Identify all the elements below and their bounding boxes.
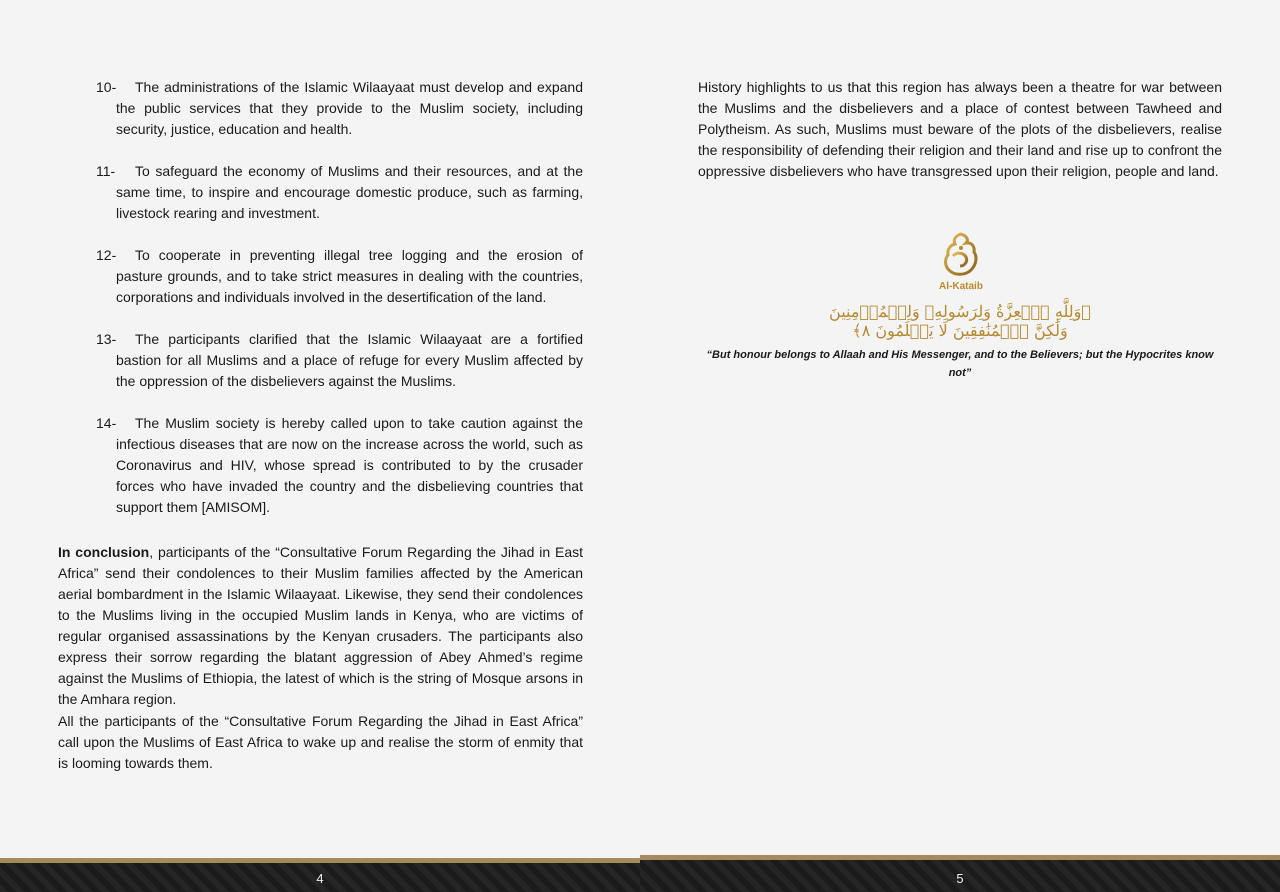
conclusion-text: , participants of the “Consultative Forum Regarding the Jihad in East Africa” send their condolences to their Muslim families affected by the American aerial bombardment in the Islamic Wilaayaat. Likewise, they send their condolences to the Muslims living in the occupied Muslim lands in Kenya, who are victims of regular organised assassinations by the Kenyan crusaders. The participants also express their sorrow regarding the blatant aggression of Abey Ahmed’s regime against the Muslims of Ethiopia, the latest of which is the string of Mosque arsons in the Amhara region. <box>58 544 583 707</box>
final-paragraph: All the participants of the “Consultative Forum Regarding the Jihad in East Africa” call upon the Muslims of East Africa to wake up and realise the storm of enmity that is looming towards them. <box>58 713 583 771</box>
item-text: To cooperate in preventing illegal tree logging and the erosion of pasture grounds, and to take strict measures in dealing with the countries, corporations and individuals involved in the desertification of the land. <box>116 247 583 305</box>
al-kataib-calligraphy-logo-icon <box>941 232 981 278</box>
item-text: To safeguard the economy of Muslims and their resources, and at the same time, to inspire and encourage domestic produce, such as farming, livestock rearing and investment. <box>116 163 583 221</box>
item-number: 12- <box>96 247 117 263</box>
item-text: The participants clarified that the Islamic Wilaayaat are a fortified bastion for all Muslims and a place of refuge for every Muslim affected by the oppression of the disbelievers against the Muslims. <box>116 331 583 389</box>
page-number: 5 <box>956 871 964 886</box>
list-item <box>96 77 583 140</box>
item-number: 14- <box>96 415 117 431</box>
conclusion-lead: In conclusion <box>58 544 150 560</box>
item-number: 10- <box>96 79 117 95</box>
conclusion-paragraph <box>58 542 583 710</box>
arabic-verse: ﴿وَلِلَّهِ ٱلۡعِزَّةُ وَلِرَسُولِهِۦ وَلِلۡمُؤۡمِنِينَ وَلَٰكِنَّ ٱلۡمُنَٰفِقِينَ لَا يَعۡلَمُونَ ٨﴾ <box>829 302 1091 340</box>
list-item <box>96 413 583 518</box>
al-kataib-logo <box>930 232 992 294</box>
resolutions-list <box>96 77 583 539</box>
list-item <box>96 161 583 224</box>
item-number: 13- <box>96 331 117 347</box>
list-item <box>96 245 583 308</box>
page-footer <box>640 855 1280 892</box>
item-text: The Muslim society is hereby called upon to take caution against the infectious diseases that are now on the increase across the world, such as Coronavirus and HIV, whose spread is contributed to by the crusader forces who have invaded the country and the disbelieving countries that support them [AMISOM]. <box>116 415 583 515</box>
list-item <box>96 329 583 392</box>
verse-translation: “But honour belongs to Allaah and His Messenger, and to the Believers; but the Hypocrites know not” <box>706 349 1214 379</box>
history-paragraph: History highlights to us that this region has always been a theatre for war between the Muslims and the disbelievers and a place of contest between Tawheed and Polytheism. As such, Muslims must beware of the plots of the disbelievers, realise the responsibility of defending their religion and their land and rise up to confront the oppressive disbelievers who have transgressed upon their religion, people and land. <box>698 79 1222 179</box>
logo-label: Al-Kataib <box>939 281 983 292</box>
page-footer <box>0 858 640 892</box>
page-number: 4 <box>316 871 324 886</box>
item-number: 11- <box>96 163 116 179</box>
page-5 <box>640 0 1280 892</box>
item-text: The administrations of the Islamic Wilaayaat must develop and expand the public services that they provide to the Muslim society, including security, justice, education and health. <box>116 79 583 137</box>
